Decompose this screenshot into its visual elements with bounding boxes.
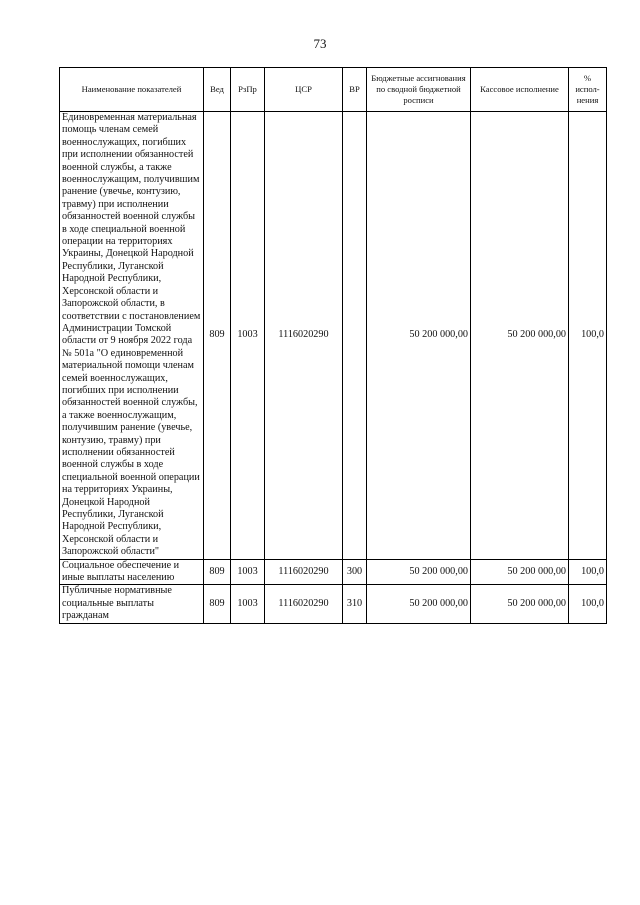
budget-execution-table bbox=[59, 67, 607, 624]
row-rzpr: 1003 bbox=[231, 112, 265, 560]
row-vr: 300 bbox=[343, 559, 367, 585]
row-ved: 809 bbox=[204, 112, 231, 560]
row-ved: 809 bbox=[204, 585, 231, 623]
table-row bbox=[60, 559, 607, 585]
header-percent: % испол-нения bbox=[569, 68, 607, 112]
header-ved: Вед bbox=[204, 68, 231, 112]
row-cash: 50 200 000,00 bbox=[471, 112, 569, 560]
row-percent: 100,0 bbox=[569, 112, 607, 560]
row-rzpr: 1003 bbox=[231, 585, 265, 623]
row-percent: 100,0 bbox=[569, 559, 607, 585]
row-name: Социальное обеспечение и иные выплаты населению bbox=[60, 559, 204, 585]
row-budget: 50 200 000,00 bbox=[367, 585, 471, 623]
row-percent: 100,0 bbox=[569, 585, 607, 623]
row-csr: 1116020290 bbox=[265, 112, 343, 560]
row-csr: 1116020290 bbox=[265, 585, 343, 623]
table-header-row bbox=[60, 68, 607, 112]
table-row bbox=[60, 112, 607, 560]
header-budget: Бюджетные ассигнования по сводной бюджетной росписи bbox=[367, 68, 471, 112]
row-name: Единовременная материальная помощь членам семей военнослужащих, погибших при исполнении обязанностей военной службы, а также военнослужащим, получившим ранение (увечье, контузию, травму) при исполнении обязанностей военной службы в ходе специальной военной операции на территориях Украины, Донецкой Народной Республики, Луганской Народной Республики, Херсонской области и Запорожской области, в соответствии с постановлением Администрации Томской области от 9 ноября 2022 года № 501а "О единовременной материальной помощи членам семей военнослужащих, погибших при исполнении обязанностей военной службы, а также военнослужащим, получившим ранение (увечье, контузию, травму) при исполнении обязанностей военной службы в ходе специальной военной операции на территориях Украины, Донецкой Народной Республики, Луганской Народной Республики, Херсонской области и Запорожской области" bbox=[60, 112, 204, 560]
header-vr: ВР bbox=[343, 68, 367, 112]
row-cash: 50 200 000,00 bbox=[471, 585, 569, 623]
header-rzpr: РзПр bbox=[231, 68, 265, 112]
page-number: 73 bbox=[313, 36, 327, 51]
header-name: Наименование показателей bbox=[60, 68, 204, 112]
row-budget: 50 200 000,00 bbox=[367, 112, 471, 560]
row-vr bbox=[343, 112, 367, 560]
row-budget: 50 200 000,00 bbox=[367, 559, 471, 585]
row-vr: 310 bbox=[343, 585, 367, 623]
row-rzpr: 1003 bbox=[231, 559, 265, 585]
row-csr: 1116020290 bbox=[265, 559, 343, 585]
header-csr: ЦСР bbox=[265, 68, 343, 112]
row-ved: 809 bbox=[204, 559, 231, 585]
row-cash: 50 200 000,00 bbox=[471, 559, 569, 585]
header-cash: Кассовое исполнение bbox=[471, 68, 569, 112]
table-row bbox=[60, 585, 607, 623]
row-name: Публичные нормативные социальные выплаты гражданам bbox=[60, 585, 204, 623]
